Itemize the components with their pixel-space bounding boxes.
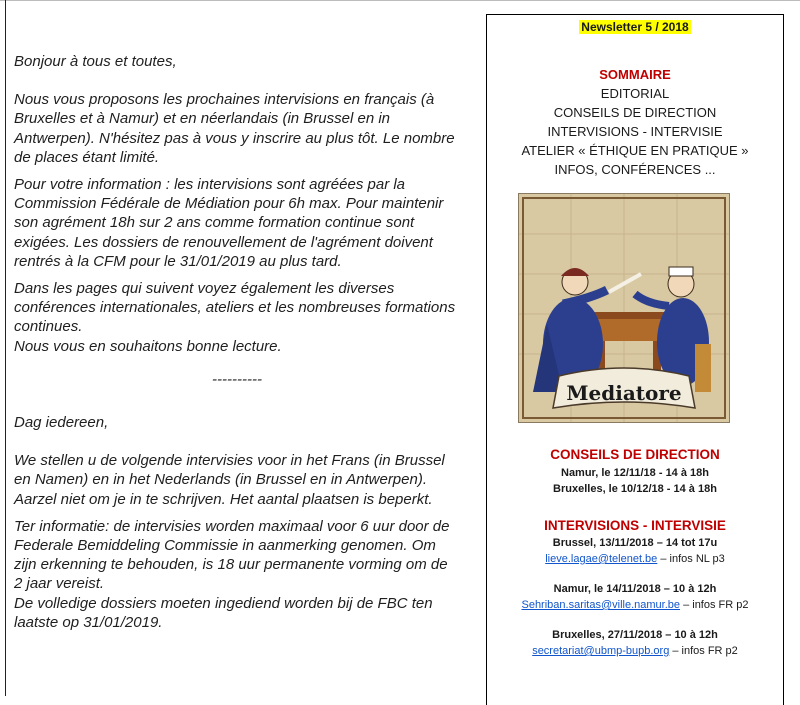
event-namur-contact	[487, 597, 783, 613]
intervisions-section	[487, 518, 783, 659]
event-namur-info: – infos FR p2	[680, 599, 749, 611]
event-brussel-contact	[487, 551, 783, 567]
mediatore-illustration	[518, 193, 730, 423]
conseils-line-namur: Namur, le 12/11/18 - 14 à 18h	[561, 467, 709, 479]
dutch-paragraph-2-text: Ter informatie: de intervisies worden maximaal voor 6 uur door de Federale Bemiddeling Commissie in aanmerking genomen. Om zijn erkenning te behouden, is 18 uur permanente vorming om de 2 jaar vereist.	[14, 517, 450, 593]
editorial-column	[14, 52, 460, 640]
event-brussel-date: Brussel, 13/11/2018 – 14 tot 17u	[552, 537, 718, 549]
top-rule	[0, 0, 800, 1]
newsletter-sidebar	[486, 14, 784, 705]
mediatore-caption: Mediatore	[566, 381, 682, 405]
french-greeting: Bonjour à tous et toutes,	[14, 53, 177, 70]
dutch-greeting: Dag iedereen,	[14, 414, 109, 432]
dutch-paragraph-1: We stellen u de volgende intervisies voor in het Frans (in Brussel en Namen) en in het Nederlands (in Brussel en in Antwerpen). Aarzel niet om je in te schrijven. Het aantal plaatsen is beperkt.	[14, 452, 445, 508]
dutch-paragraph-3: De volledige dossiers moeten ingediend worden bij de FBC ten laatste op 31/01/2019.	[14, 594, 433, 631]
french-paragraph-3	[14, 279, 460, 356]
event-bruxelles-contact	[487, 643, 783, 659]
toc-item-conseils: CONSEILS DE DIRECTION	[553, 105, 717, 120]
conseils-heading: CONSEILS DE DIRECTION	[550, 447, 720, 462]
mediatore-drawing	[519, 194, 729, 422]
toc-item-editorial: EDITORIAL	[600, 86, 670, 101]
toc-heading: SOMMAIRE	[599, 67, 671, 82]
event-bruxelles-info: – infos FR p2	[669, 645, 738, 657]
email-link-sehriban[interactable]: Sehriban.saritas@ville.namur.be	[521, 599, 681, 611]
event-namur-date: Namur, le 14/11/2018 – 10 à 12h	[553, 583, 717, 595]
french-paragraph-2: Pour votre information : les intervisions sont agréées par la Commission Fédérale de Médiation pour 6h max. Pour maintenir son agrément 18h sur 2 ans comme formation continue sont exigées. Les dossiers de renouvellement de l'agrément doivent rentrés à la CFM pour le 31/01/2019 au plus tard.	[14, 176, 444, 270]
event-bruxelles-date: Bruxelles, 27/11/2018 – 10 à 12h	[552, 629, 718, 641]
left-margin-line	[5, 0, 6, 696]
toc-item-infos: INFOS, CONFÉRENCES ...	[554, 162, 716, 177]
email-link-secretariat[interactable]: secretariat@ubmp-bupb.org	[532, 645, 670, 657]
email-link-lieve[interactable]: lieve.lagae@telenet.be	[545, 553, 658, 565]
intervisions-heading: INTERVISIONS - INTERVISIE	[544, 518, 726, 533]
newsletter-title-text: Newsletter 5 / 2018	[581, 20, 689, 34]
dutch-paragraph-2	[14, 517, 460, 632]
event-brussel-info: – infos NL p3	[657, 553, 725, 565]
french-paragraph-3-text: Dans les pages qui suivent voyez également les diverses conférences internationales, ateliers et les nombreuses formations continues.	[14, 280, 456, 336]
french-closing: Nous vous en souhaitons bonne lecture.	[14, 337, 282, 355]
toc-item-atelier: ATELIER « ÉTHIQUE EN PRATIQUE »	[521, 143, 749, 158]
language-separator: ----------	[212, 370, 262, 388]
french-paragraph-1: Nous vous proposons les prochaines intervisions en français (à Bruxelles et à Namur) et en néerlandais (in Brussel en in Antwerpen). N'hésitez pas à vous y inscrire au plus tôt. Le nombre de places étant limité.	[14, 91, 455, 166]
conseils-line-bruxelles: Bruxelles, le 10/12/18 - 14 à 18h	[553, 483, 717, 495]
newsletter-title	[487, 18, 783, 36]
toc-item-intervisions: INTERVISIONS - INTERVISIE	[547, 124, 723, 139]
conseils-section	[487, 447, 783, 497]
table-of-contents	[487, 65, 783, 179]
